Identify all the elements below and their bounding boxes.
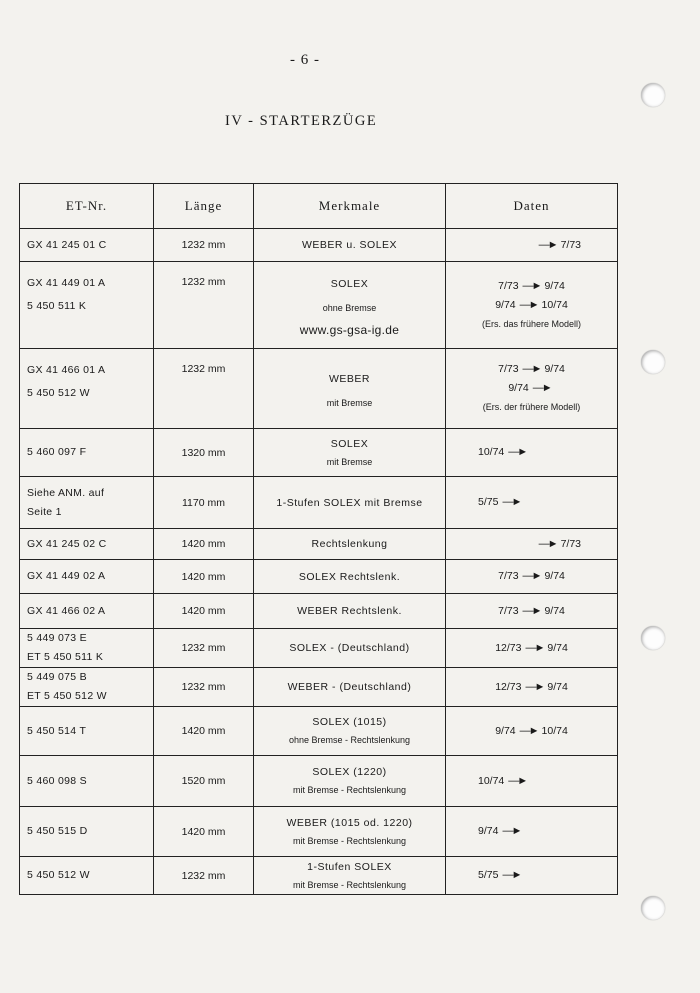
cell-features [254, 229, 446, 262]
date-from: 5/75 [478, 496, 499, 508]
punch-hole [641, 350, 665, 374]
table-row [20, 707, 618, 756]
arrow-right-icon: —► [508, 446, 527, 458]
part-number: GX 41 466 02 A [27, 604, 106, 617]
date-range [478, 493, 617, 512]
date-to: 9/74 [547, 641, 568, 654]
date-range [478, 822, 617, 841]
date-range [446, 678, 617, 697]
cell-et-nr [20, 707, 154, 756]
part-number: GX 41 449 02 A [27, 570, 106, 582]
cell-dates [446, 756, 618, 807]
feature-text: Rechtslenkung [311, 538, 388, 550]
arrow-right-icon: —► [532, 382, 551, 394]
cell-dates [446, 349, 618, 429]
arrow-right-icon: —► [538, 537, 557, 550]
cell-dates [446, 857, 618, 895]
feature-text: SOLEX (1220) [312, 766, 387, 778]
punch-hole [641, 896, 665, 920]
date-from: 9/74 [508, 382, 529, 394]
part-number: GX 41 245 01 C [27, 238, 107, 251]
feature-text: WEBER Rechtslenk. [297, 605, 402, 617]
arrow-right-icon: —► [522, 604, 541, 617]
date-to: 9/74 [544, 570, 565, 582]
feature-text: ohne Bremse [322, 303, 377, 313]
arrow-right-icon: —► [502, 825, 521, 837]
arrow-right-icon: —► [522, 279, 541, 292]
arrow-right-icon: —► [502, 496, 521, 508]
cell-et-nr [20, 529, 154, 560]
cell-length: 1232 mm [154, 262, 254, 349]
date-to: 9/74 [544, 363, 565, 375]
arrow-right-icon: —► [508, 774, 527, 787]
cell-dates [446, 807, 618, 857]
cell-et-nr [20, 477, 154, 529]
table-row [20, 807, 618, 857]
cell-et-nr [20, 629, 154, 668]
feature-text: WEBER u. SOLEX [301, 239, 398, 251]
arrow-right-icon: —► [538, 238, 557, 251]
cell-dates [446, 707, 618, 756]
feature-text: SOLEX Rechtslenk. [298, 570, 401, 583]
cell-length: 1232 mm [154, 668, 254, 707]
watermark-url: www.gs-gsa-ig.de [299, 323, 400, 337]
feature-text: mit Bremse - Rechtslenkung [292, 785, 407, 795]
cell-et-nr [20, 560, 154, 594]
header-merkmale: Merkmale [254, 184, 446, 229]
arrow-right-icon: —► [502, 869, 521, 881]
part-number: 5 449 075 B [27, 671, 87, 683]
part-number: 5 449 073 E [27, 632, 87, 644]
cell-et-nr [20, 262, 154, 349]
cell-features [254, 807, 446, 857]
cell-features [254, 529, 446, 560]
date-range [446, 722, 617, 741]
cell-length: 1232 mm [154, 349, 254, 429]
cell-et-nr [20, 756, 154, 807]
part-number: GX 41 245 02 C [27, 537, 107, 550]
part-number: 5 450 515 D [27, 825, 88, 837]
cell-dates [446, 429, 618, 477]
feature-text: mit Bremse - Rechtslenkung [292, 879, 407, 890]
date-to: 7/73 [560, 537, 581, 550]
date-range [446, 296, 617, 315]
punch-hole [641, 83, 665, 107]
table-body [20, 229, 618, 895]
cell-length: 1420 mm [154, 594, 254, 629]
cell-length: 1420 mm [154, 707, 254, 756]
date-range [446, 639, 617, 658]
date-range [446, 360, 617, 379]
part-number: Seite 1 [27, 505, 62, 518]
feature-text: WEBER - (Deutschland) [287, 681, 412, 693]
part-number: 5 450 512 W [27, 387, 90, 399]
table-row [20, 229, 618, 262]
date-to: 9/74 [547, 680, 568, 693]
date-from: 7/73 [498, 604, 519, 617]
date-range [446, 567, 617, 586]
date-to: 10/74 [541, 298, 568, 311]
date-range [446, 602, 617, 621]
table-row [20, 429, 618, 477]
cell-dates [446, 629, 618, 668]
date-to: 9/74 [544, 604, 565, 617]
part-number: 5 450 514 T [27, 724, 87, 737]
cell-length: 1420 mm [154, 560, 254, 594]
cell-length: 1232 mm [154, 629, 254, 668]
cell-dates [446, 594, 618, 629]
header-laenge: Länge [154, 184, 254, 229]
cell-features [254, 262, 446, 349]
feature-text: mit Bremse [326, 456, 373, 467]
cell-et-nr [20, 668, 154, 707]
date-range [446, 535, 617, 554]
date-from: 12/73 [495, 680, 522, 693]
cell-et-nr [20, 229, 154, 262]
cell-et-nr [20, 349, 154, 429]
date-from: 7/73 [498, 570, 519, 582]
part-number: Siehe ANM. auf [27, 486, 105, 499]
feature-text: 1-Stufen SOLEX mit Bremse [276, 496, 423, 509]
cell-features [254, 857, 446, 895]
cell-et-nr [20, 594, 154, 629]
cell-dates [446, 477, 618, 529]
feature-text: 1-Stufen SOLEX [307, 860, 392, 873]
cell-length: 1520 mm [154, 756, 254, 807]
table-row [20, 262, 618, 349]
header-daten: Daten [446, 184, 618, 229]
arrow-right-icon: —► [525, 680, 544, 693]
date-from: 5/75 [478, 869, 499, 881]
part-number: GX 41 449 01 A [27, 277, 106, 289]
date-range [478, 866, 617, 885]
part-number: ET 5 450 511 K [27, 651, 104, 663]
cell-et-nr [20, 807, 154, 857]
cell-dates [446, 668, 618, 707]
feature-text: WEBER [328, 372, 370, 385]
table-header-row [20, 184, 618, 229]
feature-text: SOLEX (1015) [312, 716, 387, 728]
table-row [20, 594, 618, 629]
cell-dates [446, 229, 618, 262]
date-to: 9/74 [544, 279, 565, 292]
part-number: GX 41 466 01 A [27, 364, 106, 376]
feature-text: WEBER (1015 od. 1220) [286, 816, 413, 829]
feature-text: SOLEX - (Deutschland) [289, 642, 410, 654]
replacement-note: (Ers. der frühere Modell) [482, 402, 581, 412]
cell-features [254, 594, 446, 629]
table-row [20, 529, 618, 560]
cell-features [254, 668, 446, 707]
feature-text: ohne Bremse - Rechtslenkung [288, 735, 411, 745]
feature-text: mit Bremse [326, 397, 373, 408]
table-row [20, 560, 618, 594]
arrow-right-icon: —► [522, 570, 541, 582]
arrow-right-icon: —► [522, 363, 541, 375]
date-range [446, 277, 617, 296]
cell-length: 1320 mm [154, 429, 254, 477]
cell-length: 1420 mm [154, 807, 254, 857]
cell-length: 1170 mm [154, 477, 254, 529]
part-number: 5 450 512 W [27, 869, 90, 881]
cell-features [254, 629, 446, 668]
feature-text: SOLEX [330, 278, 369, 290]
cell-features [254, 349, 446, 429]
cell-et-nr [20, 857, 154, 895]
table-row [20, 349, 618, 429]
cell-dates [446, 529, 618, 560]
cell-dates [446, 560, 618, 594]
date-to: 7/73 [560, 238, 581, 251]
punch-hole [641, 626, 665, 650]
date-from: 9/74 [478, 825, 499, 837]
date-range [446, 379, 617, 398]
date-from: 10/74 [478, 446, 505, 458]
date-from: 9/74 [495, 298, 516, 311]
cell-length: 1420 mm [154, 529, 254, 560]
arrow-right-icon: —► [519, 724, 538, 737]
starter-cable-table [19, 183, 618, 895]
cell-et-nr [20, 429, 154, 477]
header-et-nr: ET-Nr. [20, 184, 154, 229]
feature-text: mit Bremse - Rechtslenkung [292, 835, 407, 846]
cell-length: 1232 mm [154, 857, 254, 895]
part-number: 5 460 098 S [27, 774, 87, 787]
cell-features [254, 756, 446, 807]
date-range [478, 772, 617, 791]
table-row [20, 629, 618, 668]
part-number: 5 450 511 K [27, 300, 87, 312]
date-from: 9/74 [495, 724, 516, 737]
date-from: 7/73 [498, 363, 519, 375]
cell-features [254, 560, 446, 594]
table-row [20, 477, 618, 529]
part-number: ET 5 450 512 W [27, 690, 107, 702]
table-row [20, 857, 618, 895]
section-heading: IV - STARTERZÜGE [225, 113, 378, 129]
table-row [20, 668, 618, 707]
arrow-right-icon: —► [519, 298, 538, 311]
replacement-note: (Ers. das frühere Modell) [481, 318, 582, 329]
date-from: 10/74 [478, 774, 505, 787]
arrow-right-icon: —► [525, 641, 544, 654]
table-row [20, 756, 618, 807]
date-range [478, 443, 617, 462]
cell-length: 1232 mm [154, 229, 254, 262]
part-number: 5 460 097 F [27, 446, 87, 458]
date-from: 12/73 [495, 641, 522, 654]
page-number: - 6 - [290, 52, 320, 68]
feature-text: SOLEX [330, 437, 369, 450]
date-from: 7/73 [498, 279, 519, 292]
cell-features [254, 477, 446, 529]
cell-features [254, 707, 446, 756]
date-range [446, 236, 617, 255]
cell-dates [446, 262, 618, 349]
date-to: 10/74 [541, 724, 568, 737]
cell-features [254, 429, 446, 477]
